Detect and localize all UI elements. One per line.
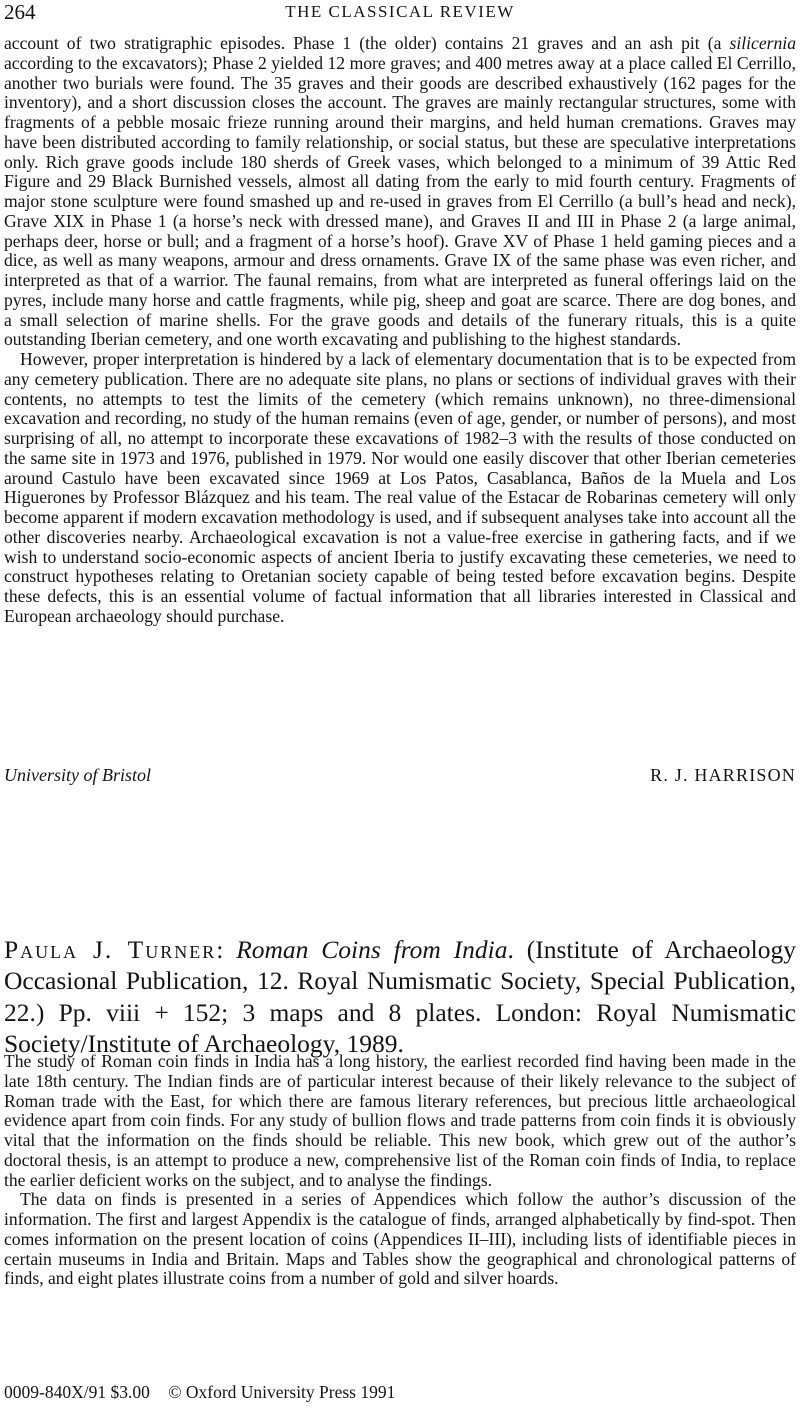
reviewer-name: R. J. HARRISON xyxy=(650,765,796,785)
paragraph-text: according to the excavators); Phase 2 yielded 12 more graves; and 400 metres away at a place called El Cerrillo, another two burials were found. The 35 graves and their goods are described exhaustively (162 pages for the inventory), and a short discussion closes the account. The graves are mainly rectangular structures, some with fragments of a pebble mosaic frieze running around their margins, and held human cremations. Graves may have been distributed according to family relationship, or social status, but these are speculative interpretations only. Rich grave goods include 180 sherds of Greek vases, which belonged to a minimum of 39 Attic Red Figure and 29 Black Burnished vessels, almost all dating from the early to mid fourth century. Fragments of major stone sculpture were found smashed up and re-used in graves from El Cerrillo (a bull’s head and neck), Grave XIX in Phase 1 (a horse’s neck with dressed mane), and Graves II and III in Phase 2 (a large animal, perhaps deer, horse or bull; and a fragment of a horse’s hoof). Grave XV of Phase 1 held gaming pieces and a dice, as well as many weapons, armour and dress ornaments. Grave IX of the same phase was even richer, and interpreted as that of a warrior. The faunal remains, from what are interpreted as funeral offerings laid on the pyres, include many horse and cattle fragments, while pig, sheep and goat are scarce. There are dog bones, and a small selection of marine shells. For the grave goods and details of the funerary rituals, this is a quite outstanding Iberian cemetery, and one worth excavating and publishing to the highest standards. xyxy=(4,52,796,350)
book-title: Roman Coins from India xyxy=(236,935,508,964)
running-head: THE CLASSICAL REVIEW xyxy=(285,2,515,21)
italic-term: silicernia xyxy=(729,33,796,53)
book-author: Paula J. Turner xyxy=(4,935,217,964)
paragraph: The data on finds is presented in a series of Appendices which follow the author’s discussion of the information. The first and largest Appendix is the catalogue of finds, arranged alphabetically by find-spot. Then comes information on the present location of coins (Appendices II–III), including lists of identifiable pieces in certain museums in India and Britain. Maps and Tables show the geographical and chronological patterns of finds, and eight plates illustrate coins from a number of gold and silver hoards. xyxy=(4,1189,796,1289)
paragraph: However, proper interpretation is hindered by a lack of elementary documentation that is to be expected from any cemetery publication. There are no adequate site plans, no plans or sections of individual graves with their contents, no attempts to test the limits of the cemetery (which remains unknown), no three-dimensional excavation and recording, no study of the human remains (even of age, gender, or number of persons), and most surprising of all, no attempt to incorporate these excavations of 1982–3 with the results of those conducted on the same site in 1973 and 1976, published in 1979. Nor would one easily discover that other Iberian cemeteries around Castulo have been excavated since 1969 at Los Patos, Casablanca, Baños de la Muela and Los Higuerones by Professor Blázquez and his team. The real value of the Estacar de Robarinas cemetery will only become apparent if modern excavation methodology is used, and if subsequent analyses take into account all the other discoveries nearby. Archaeological excavation is not a value-free exercise in gathering facts, and if we wish to understand socio-economic aspects of ancient Iberia to justify excavating these cemeteries, we need to construct hypotheses relating to Oretanian society capable of being tested before excavation begins. Despite these defects, this is an essential volume of factual information that all libraries interested in Classical and European archaeology should purchase. xyxy=(4,349,796,626)
paragraph-text: account of two stratigraphic episodes. Phase 1 (the older) contains 21 graves and an ash pit (a xyxy=(4,33,730,53)
footer xyxy=(4,1381,395,1403)
copyright: © Oxford University Press 1991 xyxy=(168,1382,396,1402)
page-number: 264 xyxy=(4,0,36,24)
paragraph xyxy=(4,34,796,350)
heading-separator: : xyxy=(216,935,237,964)
review-turner-body xyxy=(4,1052,796,1289)
paragraph: The study of Roman coin finds in India has a long history, the earliest recorded find having been made in the late 18th century. The Indian finds are of particular interest because of their likely relevance to the subject of Roman trade with the East, for which there are famous literary references, but precious little archaeological evidence apart from coin finds. For any study of bullion flows and trade patterns from coin finds it is obviously vital that the information on the finds should be reliable. This new book, which grew out of the author’s doctoral thesis, is an attempt to produce a new, comprehensive list of the Roman coin finds of India, to replace the earlier deficient works on the subject, and to analyse the findings. xyxy=(4,1051,796,1190)
book-details: . (Institute of Archaeology Occasional Publication, 12. Royal Numismatic Society, Special Publication, 22.) Pp. viii + 152; 3 maps and 8 plates. London: Royal Numismatic Society/Institute of Archaeology, 1989. xyxy=(4,935,796,1059)
review-harrison-body xyxy=(4,34,796,627)
affiliation: University of Bristol xyxy=(4,765,151,785)
review-heading xyxy=(4,934,796,1060)
review-signature xyxy=(4,764,796,786)
issn-price: 0009-840X/91 $3.00 xyxy=(4,1382,150,1402)
